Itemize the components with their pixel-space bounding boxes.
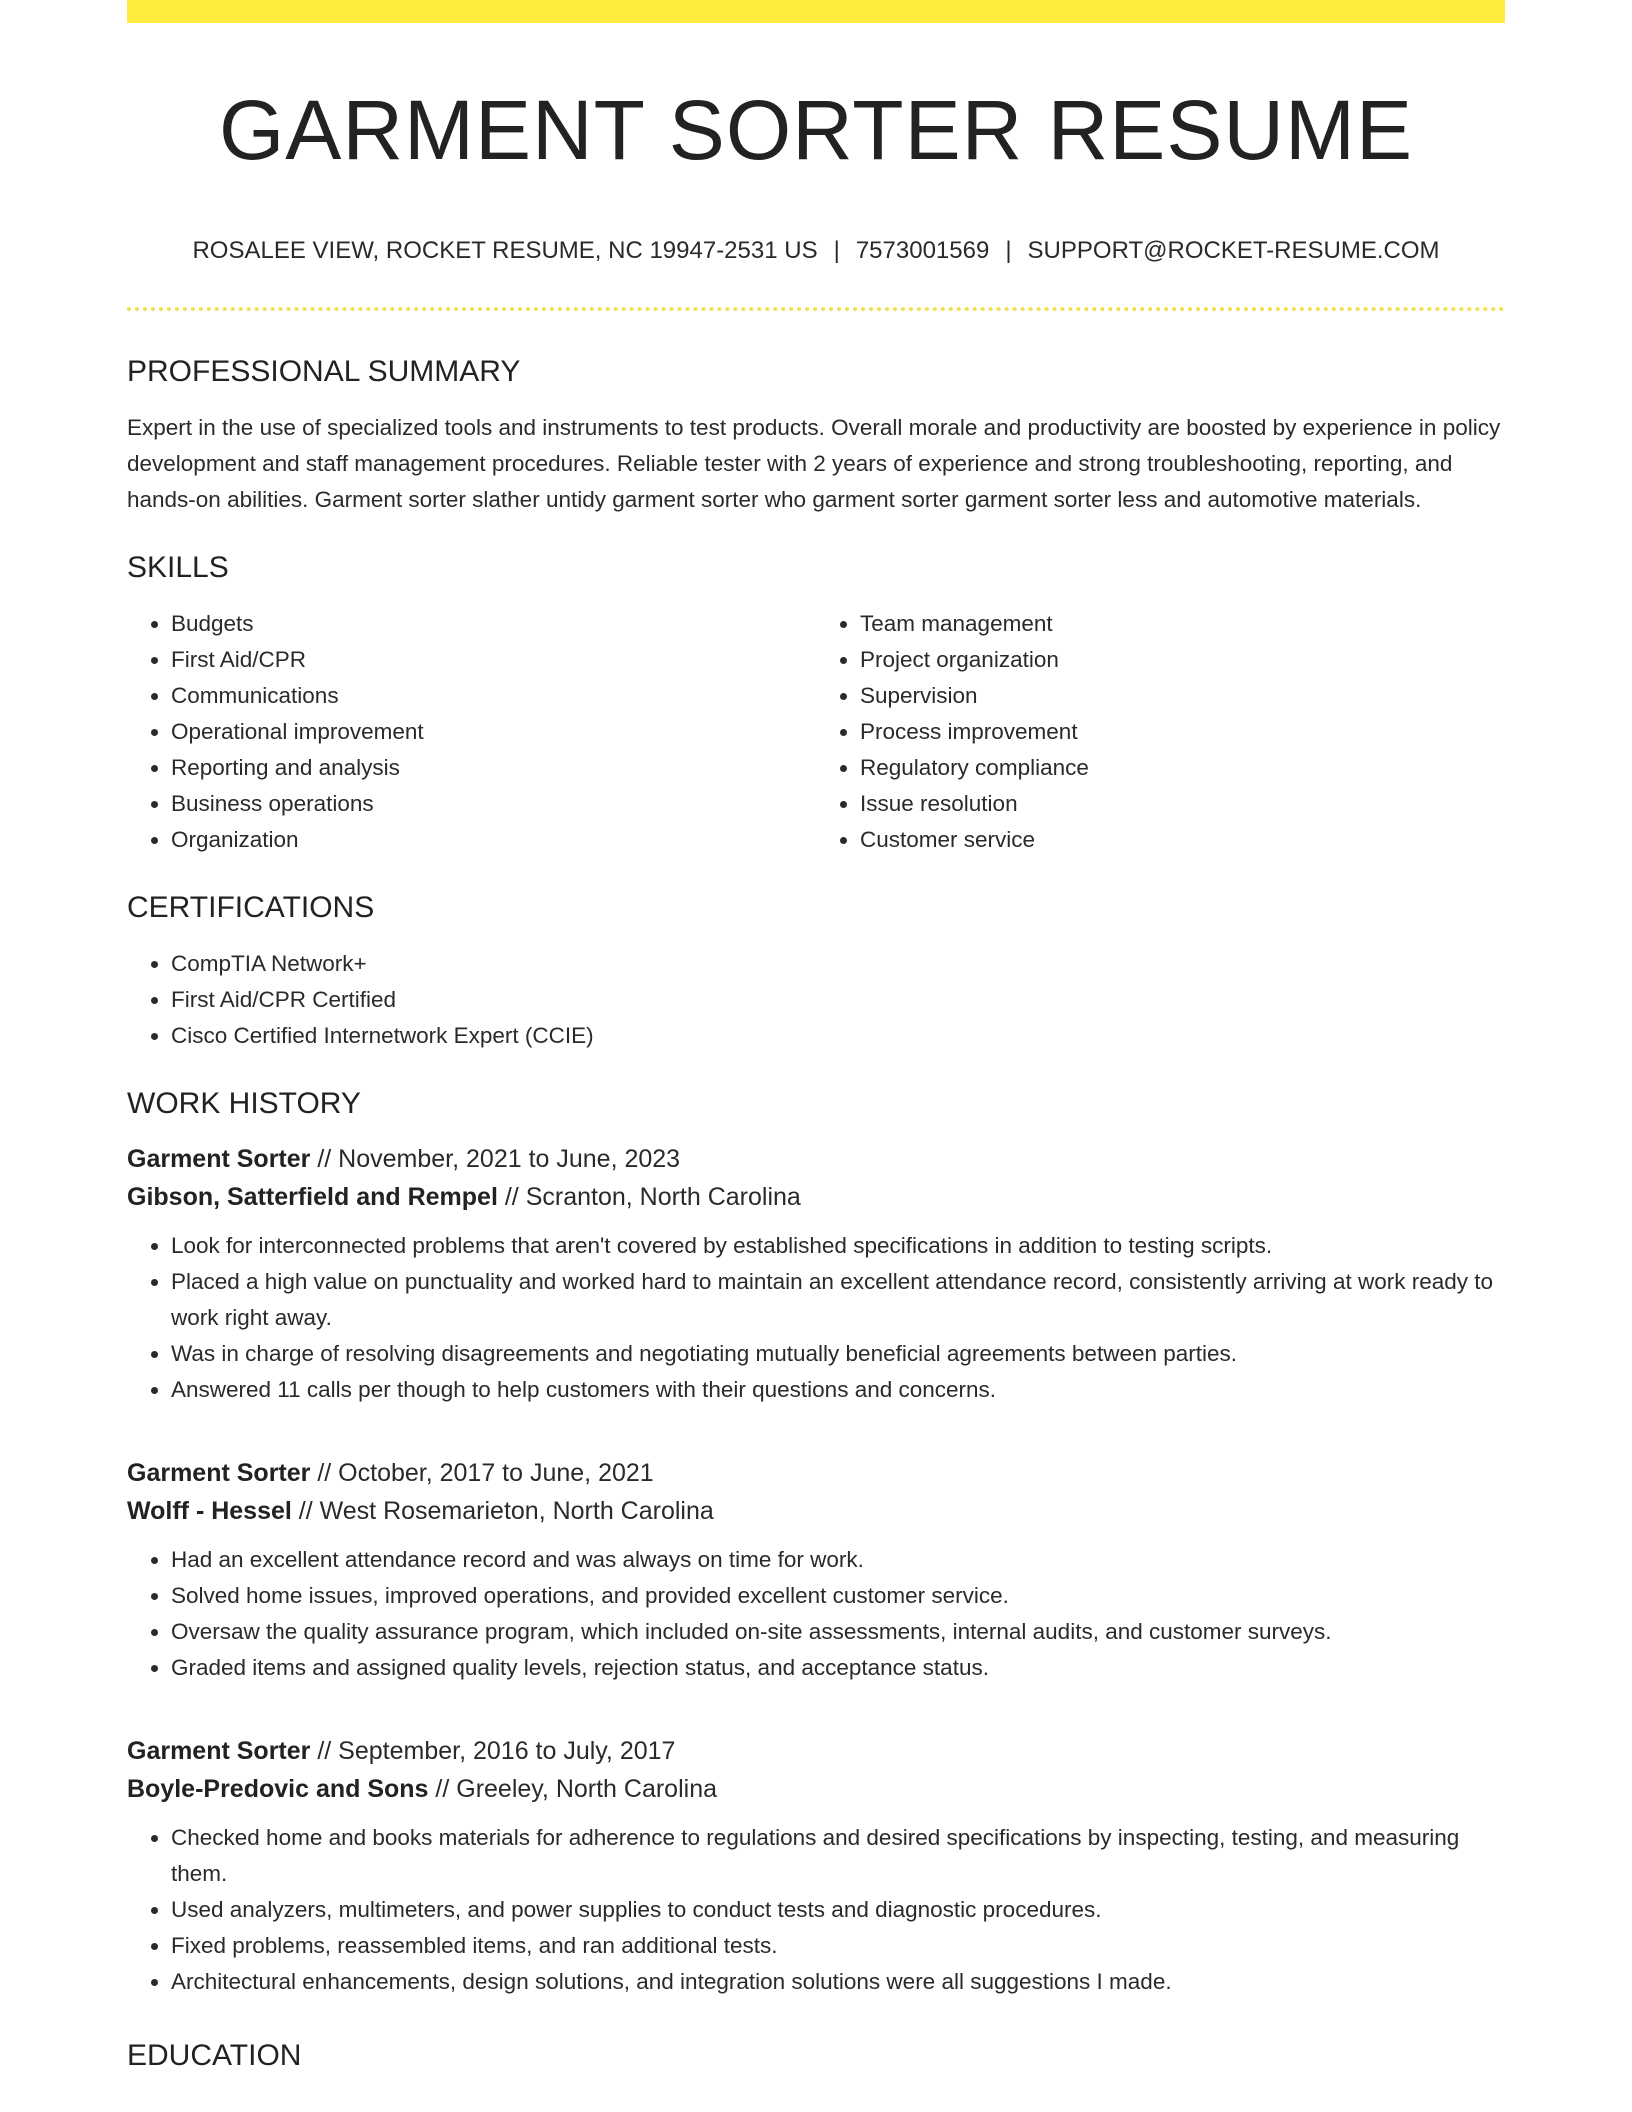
skill-item: • Budgets bbox=[171, 606, 816, 642]
job-duty: • Graded items and assigned quality levels, rejection status, and acceptance status. bbox=[171, 1650, 1505, 1686]
job-entry bbox=[127, 1140, 1505, 1408]
job-company-line bbox=[127, 1492, 1505, 1530]
skill-item: • Process improvement bbox=[860, 714, 1505, 750]
certifications-heading: CERTIFICATIONS bbox=[127, 891, 375, 924]
certification-item: • Cisco Certified Internetwork Expert (CCIE) bbox=[171, 1018, 1505, 1054]
certification-item: • First Aid/CPR Certified bbox=[171, 982, 1505, 1018]
job-duties-list bbox=[127, 1228, 1505, 1408]
resume-title: GARMENT SORTER RESUME bbox=[218, 83, 1414, 177]
accent-top-bar bbox=[127, 0, 1505, 23]
skill-item: • Operational improvement bbox=[171, 714, 816, 750]
contact-email: SUPPORT@ROCKET-RESUME.COM bbox=[1027, 237, 1440, 264]
skills-list-left bbox=[127, 606, 816, 858]
job-title: Garment Sorter bbox=[127, 1459, 311, 1487]
job-duty: • Fixed problems, reassembled items, and ran additional tests. bbox=[171, 1928, 1505, 1964]
certifications-list bbox=[127, 946, 1505, 1054]
skill-item: • Reporting and analysis bbox=[171, 750, 816, 786]
job-duty: • Checked home and books materials for adherence to regulations and desired specifications by inspecting, testing, and measuring them. bbox=[171, 1820, 1505, 1892]
job-company-line bbox=[127, 1770, 1505, 1808]
summary-heading: PROFESSIONAL SUMMARY bbox=[127, 355, 521, 388]
job-title-line bbox=[127, 1140, 1505, 1178]
skills-grid bbox=[127, 588, 1505, 858]
job-title-line bbox=[127, 1732, 1505, 1770]
job-duty: • Was in charge of resolving disagreements and negotiating mutually beneficial agreements between parties. bbox=[171, 1336, 1505, 1372]
job-duty: • Architectural enhancements, design solutions, and integration solutions were all suggestions I made. bbox=[171, 1964, 1505, 2000]
skills-heading: SKILLS bbox=[127, 551, 229, 584]
contact-phone: 7573001569 bbox=[855, 237, 990, 264]
job-company-line bbox=[127, 1178, 1505, 1216]
job-duty: • Oversaw the quality assurance program, which included on-site assessments, internal audits, and customer surveys. bbox=[171, 1614, 1505, 1650]
job-dates: // October, 2017 to June, 2021 bbox=[310, 1459, 654, 1487]
resume-body bbox=[127, 352, 1505, 2076]
skill-item: • Organization bbox=[171, 822, 816, 858]
job-duty: • Answered 11 calls per though to help customers with their questions and concerns. bbox=[171, 1372, 1505, 1408]
job-title: Garment Sorter bbox=[127, 1737, 311, 1765]
contact-separator: | bbox=[1005, 237, 1012, 264]
job-duties-list bbox=[127, 1820, 1505, 2000]
job-duties-list bbox=[127, 1542, 1505, 1686]
job-duty: • Had an excellent attendance record and was always on time for work. bbox=[171, 1542, 1505, 1578]
education-section bbox=[127, 2036, 1505, 2076]
skill-item: • Supervision bbox=[860, 678, 1505, 714]
certification-item: • CompTIA Network+ bbox=[171, 946, 1505, 982]
work-history-heading: WORK HISTORY bbox=[127, 1087, 361, 1120]
skills-section bbox=[127, 548, 1505, 858]
skill-item: • Customer service bbox=[860, 822, 1505, 858]
skill-item: • Business operations bbox=[171, 786, 816, 822]
job-duty: • Look for interconnected problems that aren't covered by established specifications in addition to testing scripts. bbox=[171, 1228, 1505, 1264]
job-duty: • Used analyzers, multimeters, and power supplies to conduct tests and diagnostic procedures. bbox=[171, 1892, 1505, 1928]
contact-address: ROSALEE VIEW, ROCKET RESUME, NC 19947-2531 US bbox=[192, 237, 818, 264]
skill-item: • First Aid/CPR bbox=[171, 642, 816, 678]
job-company: Gibson, Satterfield and Rempel bbox=[127, 1183, 498, 1211]
job-entry bbox=[127, 1454, 1505, 1686]
job-entry bbox=[127, 1732, 1505, 2000]
summary-section bbox=[127, 352, 1505, 518]
education-heading: EDUCATION bbox=[127, 2039, 302, 2072]
job-duty: • Solved home issues, improved operations, and provided excellent customer service. bbox=[171, 1578, 1505, 1614]
skill-item: • Team management bbox=[860, 606, 1505, 642]
certifications-section bbox=[127, 888, 1505, 1054]
job-location: // Scranton, North Carolina bbox=[497, 1183, 801, 1211]
skill-item: • Issue resolution bbox=[860, 786, 1505, 822]
work-history-section bbox=[127, 1084, 1505, 2000]
skills-list-right bbox=[816, 606, 1505, 858]
contact-separator: | bbox=[833, 237, 840, 264]
job-company: Wolff - Hessel bbox=[127, 1497, 292, 1525]
job-dates: // November, 2021 to June, 2023 bbox=[310, 1145, 681, 1173]
job-duty: • Placed a high value on punctuality and worked hard to maintain an excellent attendance record, consistently arriving at work ready to work right away. bbox=[171, 1264, 1505, 1336]
job-title-line bbox=[127, 1454, 1505, 1492]
header-divider bbox=[127, 307, 1505, 311]
skill-item: • Project organization bbox=[860, 642, 1505, 678]
skill-item: • Regulatory compliance bbox=[860, 750, 1505, 786]
summary-text: Expert in the use of specialized tools and instruments to test products. Overall morale and productivity are boosted by experience in policy development and staff management procedures. Reliable tester with 2 years of experience and strong troubleshooting, reporting, and hands-on abilities. Garment sorter slather untidy garment sorter who garment sorter garment sorter less and automotive materials. bbox=[127, 415, 1501, 512]
job-company: Boyle-Predovic and Sons bbox=[127, 1775, 429, 1803]
job-location: // Greeley, North Carolina bbox=[428, 1775, 718, 1803]
job-location: // West Rosemarieton, North Carolina bbox=[291, 1497, 714, 1525]
job-title: Garment Sorter bbox=[127, 1145, 311, 1173]
contact-line bbox=[127, 236, 1505, 266]
skill-item: • Communications bbox=[171, 678, 816, 714]
job-dates: // September, 2016 to July, 2017 bbox=[310, 1737, 676, 1765]
